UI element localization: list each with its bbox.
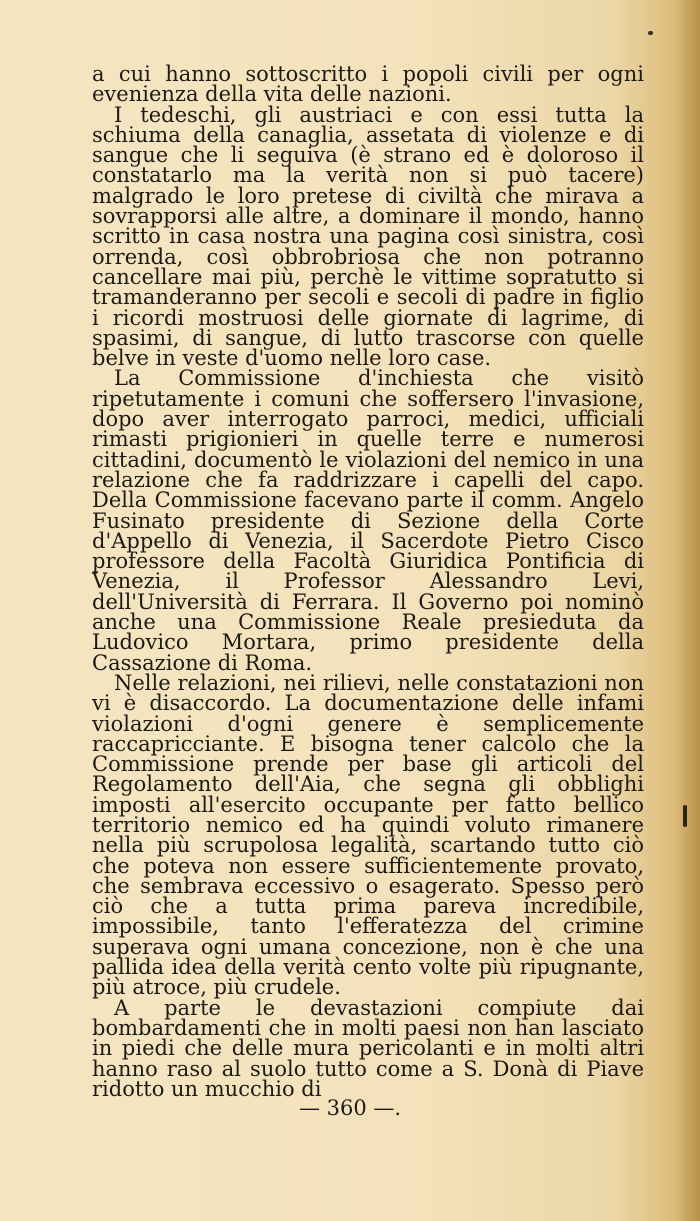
paragraph-devastazioni: A parte le devastazioni compiute dai bombardamenti che in molti paesi non han lasciato in piedi che delle mura pericolanti e in molti altri hanno raso al suolo tutto come a S. Donà di Piave ridotto un mucchio di	[92, 995, 644, 1101]
paragraph-commissione: La Commissione d'inchiesta che visitò ripetutamente i comuni che soffersero l'invasione, dopo aver interrogato parroci, medici, ufficiali rimasti prigionieri in quelle terre e numerosi cittadini, documentò le violazioni del nemico in una relazione che fa raddrizzare i capelli del capo. Della Commissione facevano parte il comm. Angelo Fusinato presidente di Sezione della Corte d'Appello di Venezia, il Sacerdote Pietro Cisco professore della Facoltà Giuridica Pontificia di Venezia, il Professor Alessandro Levi, dell'Università di Ferrara. Il Governo poi nominò anche una Commissione Reale presieduta da Ludovico Mortara, primo presidente della Cassazione di Roma.	[92, 366, 644, 675]
page-edge-shadow	[678, 0, 700, 1221]
margin-mark	[683, 805, 687, 827]
paragraph-relazioni: Nelle relazioni, nei rilievi, nelle constatazioni non vi è disaccordo. La documentazione delle infami violazioni d'ogni genere è semplicemente raccapricciante. E bisogna tener calcolo che la Commissione prende per base gli articoli del Regolamento dell'Aia, che segna gli obblighi imposti all'esercito occupante per fatto bellico territorio nemico ed ha quindi voluto rimanere nella più scrupolosa legalità, scartando tutto ciò che poteva non essere sufficientemente provato, che sembrava eccessivo o esagerato. Spesso però ciò che a tutta prima pareva incredibile, impossibile, tanto l'efferatezza del crimine superava ogni umana concezione, non è che una pallida idea della verità cento volte più ripugnante, più atroce, più crudele.	[92, 670, 644, 1000]
paragraph-continuation: a cui hanno sottoscritto i popoli civili per ogni evenienza della vita delle nazioni.	[92, 62, 644, 107]
paragraph-tedeschi: I tedeschi, gli austriaci e con essi tutta la schiuma della canaglia, assetata di violenze e di sangue che li seguiva (è strano ed è doloroso il constatarlo ma la verità non si può tacere) malgrado le loro pretese di civiltà che mirava a sovrapporsi alle altre, a dominare il mondo, hanno scritto in casa nostra una pagina così sinistra, così orrenda, così obbrobriosa che non potranno cancellare mai più, perchè le vittime sopratutto si tramanderanno per secoli e secoli di padre in figlio i ricordi mostruosi delle giornate di lagrime, di spasimi, di sangue, di lutto trascorse con quelle belve in veste d'uomo nelle loro case.	[92, 102, 644, 371]
body-text	[92, 64, 644, 1099]
page-number: — 360 —.	[298, 1096, 402, 1120]
ink-speck	[648, 31, 653, 35]
